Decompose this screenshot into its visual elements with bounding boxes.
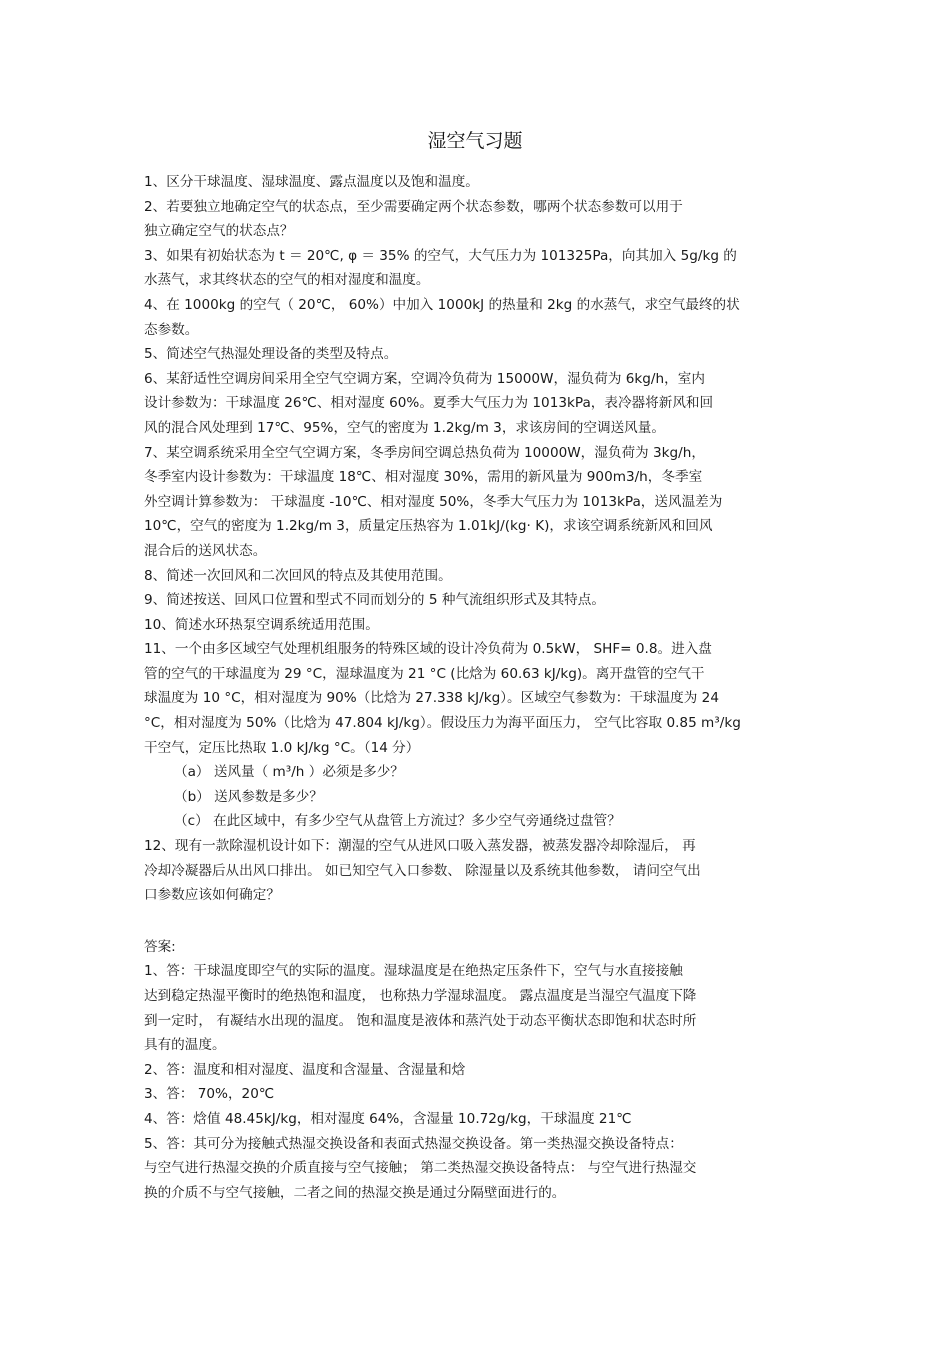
answer-line: 5、答：其可分为接触式热湿交换设备和表面式热湿交换设备。第一类热湿交换设备特点： (144, 1135, 683, 1152)
question-line: 设计参数为：干球温度 26℃、相对湿度 60%。夏季大气压力为 1013kPa，表冷器将新风和回 (144, 395, 714, 412)
document-body (144, 170, 814, 1205)
answer-paragraph (144, 959, 814, 1057)
question-paragraph (144, 834, 814, 908)
question-line: 10、简述水环热泵空调系统适用范围。 (144, 616, 379, 633)
question-line: 混合后的送风状态。 (144, 542, 267, 559)
question-line: （b） 送风参数是多少？ (174, 788, 323, 805)
question-line: 冷却冷凝器后从出风口排出。 如已知空气入口参数、 除湿量以及系统其他参数， 请问空气出 (144, 862, 701, 879)
question-paragraph (144, 760, 814, 785)
question-line: 7、某空调系统采用全空气空调方案，冬季房间空调总热负荷为 10000W，湿负荷为 3kg/h， (144, 444, 705, 461)
question-paragraph (144, 637, 814, 760)
question-paragraph (144, 293, 814, 342)
question-line: 1、区分干球温度、湿球温度、露点温度以及饱和温度。 (144, 174, 479, 190)
question-line: （a） 送风量（ m³/h ）必须是多少？ (174, 764, 404, 781)
question-paragraph (144, 342, 814, 367)
question-paragraph (144, 244, 814, 293)
answer-line: 4、答：焓值 48.45kJ/kg，相对湿度 64%，含湿量 10.72g/kg，干球温度 21℃ (144, 1110, 632, 1127)
answer-line: 1、答：干球温度即空气的实际的温度。湿球温度是在绝热定压条件下，空气与水直接接触 (144, 963, 683, 980)
answer-paragraph (144, 1058, 814, 1083)
answer-line: 到一定时， 有凝结水出现的温度。 饱和温度是液体和蒸汽处于动态平衡状态即饱和状态时所 (144, 1012, 697, 1029)
question-line: °C，相对湿度为 50%（比焓为 47.804 kJ/kg）。假设压力为海平面压力， 空气比容取 0.85 m³/kg (144, 715, 741, 732)
question-line: 风的混合风处理到 17℃、95%，空气的密度为 1.2kg/m 3，求该房间的空调送风量。 (144, 419, 665, 436)
answers-section (144, 959, 814, 1205)
section-spacer (144, 908, 814, 935)
answer-line: 具有的温度。 (144, 1037, 226, 1054)
question-line: 6、某舒适性空调房间采用全空气空调方案，空调冷负荷为 15000W，湿负荷为 6kg/h，室内 (144, 370, 705, 387)
question-line: 3、如果有初始状态为 t ＝ 20℃, φ ＝ 35% 的空气，大气压力为 101325Pa，向其加入 5g/kg 的 (144, 247, 737, 264)
question-paragraph (144, 809, 814, 834)
question-line: 9、简述按送、回风口位置和型式不同而划分的 5 种气流组织形式及其特点。 (144, 592, 605, 609)
question-line: 外空调计算参数为： 干球温度 -10℃、相对湿度 50%，冬季大气压力为 1013kPa，送风温差为 (144, 493, 723, 510)
questions-section (144, 170, 814, 908)
question-paragraph (144, 367, 814, 441)
question-paragraph (144, 195, 814, 244)
answer-line: 达到稳定热湿平衡时的绝热饱和温度， 也称热力学湿球温度。 露点温度是当湿空气温度下降 (144, 988, 697, 1004)
question-line: 2、若要独立地确定空气的状态点，至少需要确定两个状态参数，哪两个状态参数可以用于 (144, 198, 683, 215)
document-title: 湿空气习题 (427, 130, 523, 152)
question-line: 独立确定空气的状态点？ (144, 223, 294, 240)
answer-paragraph (144, 1132, 814, 1206)
question-line: 8、简述一次回风和二次回风的特点及其使用范围。 (144, 567, 452, 584)
question-paragraph (144, 613, 814, 638)
question-line: 水蒸气，求其终状态的空气的相对湿度和温度。 (144, 272, 430, 289)
question-line: 口参数应该如何确定？ (144, 887, 280, 904)
answer-paragraph (144, 1107, 814, 1132)
answer-line: 2、答：温度和相对湿度、温度和含湿量、含湿量和焓 (144, 1061, 466, 1078)
question-paragraph (144, 785, 814, 810)
question-line: 12、现有一款除湿机设计如下：潮湿的空气从进风口吸入蒸发器，被蒸发器冷却除湿后， 再 (144, 838, 696, 855)
answer-paragraph (144, 1082, 814, 1107)
question-line: 5、简述空气热湿处理设备的类型及特点。 (144, 346, 398, 363)
question-paragraph (144, 441, 814, 564)
question-line: 4、在 1000kg 的空气（ 20℃， 60%）中加入 1000kJ 的热量和 2kg 的水蒸气，求空气最终的状 (144, 296, 740, 313)
question-line: 球温度为 10 °C，相对湿度为 90%（比焓为 27.338 kJ/kg）。区域空气参数为：干球温度为 24 (144, 690, 719, 707)
question-line: 冬季室内设计参数为：干球温度 18℃、相对湿度 30%，需用的新风量为 900m3/h，冬季室 (144, 469, 703, 486)
question-paragraph (144, 564, 814, 589)
question-line: 干空气，定压比热取 1.0 kJ/kg °C。（14 分） (144, 739, 420, 756)
question-line: 11、一个由多区域空气处理机组服务的特殊区域的设计冷负荷为 0.5kW， SHF= 0.8。进入盘 (144, 641, 712, 658)
question-line: 10℃，空气的密度为 1.2kg/m 3，质量定压热容为 1.01kJ/(kg· K)，求该空调系统新风和回风 (144, 518, 713, 535)
question-line: （c） 在此区域中，有多少空气从盘管上方流过？多少空气旁通绕过盘管？ (174, 813, 621, 830)
question-paragraph (144, 170, 814, 195)
question-paragraph (144, 588, 814, 613)
question-line: 态参数。 (144, 321, 199, 338)
answer-line: 与空气进行热湿交换的介质直接与空气接触； 第二类热湿交换设备特点： 与空气进行热湿交 (144, 1160, 697, 1177)
answer-line: 换的介质不与空气接触，二者之间的热湿交换是通过分隔壁面进行的。 (144, 1184, 566, 1201)
answers-heading: 答案: (144, 938, 176, 955)
question-line: 管的空气的干球温度为 29 °C，湿球温度为 21 °C (比焓为 60.63 kJ/kg)。离开盘管的空气干 (144, 665, 705, 682)
answer-line: 3、答： 70%，20℃ (144, 1086, 275, 1103)
